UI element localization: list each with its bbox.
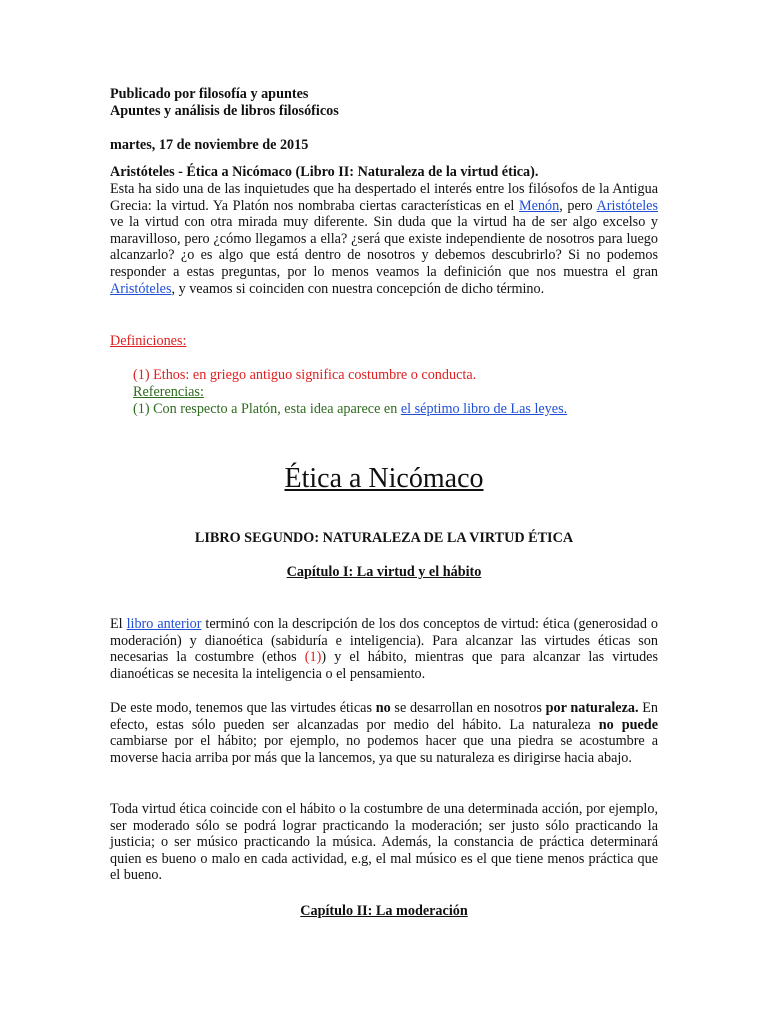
chapter-1-heading: Capítulo I: La virtud y el hábito <box>286 564 482 580</box>
paragraph-3: Toda virtud ética coincide con el hábito o la costumbre de una determinada acción, por ejemplo, ser moderado sólo se podrá lograr practicando la moderación; ser justo sólo practicando la justicia; o ser músico practicando la música. Además, la constancia de práctica determinará quien es bueno o malo en cada actividad, e.g, el mal músico es el que tiene menos práctica que el bueno. <box>110 801 658 884</box>
definitions-label: Definiciones: <box>110 333 187 349</box>
aristoteles-link-2[interactable]: Aristóteles <box>110 280 172 297</box>
footnote-ref-1[interactable]: (1) <box>304 649 322 666</box>
paragraph-1: El libro anterior terminó con la descripción de los dos conceptos de virtud: ética (generosidad o moderación) y dianoética (sabiduría e inteligencia). Para alcanzar las virtudes éticas son necesarias la costumbre (ethos (1)) y el hábito, mientras que para alcanzar las virtudes dianoéticas se necesita la inteligencia o el pensamiento. <box>110 616 658 682</box>
menon-link[interactable]: Menón <box>519 197 560 214</box>
intro-paragraph: Esta ha sido una de las inquietudes que ha despertado el interés entre los filósofos de la Antigua Grecia: la virtud. Ya Platón nos nombraba ciertas características en el Menón, pero Aristóteles ve la virtud con otra mirada muy diferente. Sin duda que la virtud ha de ser algo excelso y maravilloso, pero ¿cómo llegamos a ella? ¿será que existe independiente de nosotros para luego alcanzarlo? ¿o es algo que está dentro de nosotros y debemos descubrirlo? Si no podemos responder a estas preguntas, por lo menos veamos la definición que nos muestra el gran Aristóteles, y veamos si coinciden con nuestra concepción de dicho término. <box>110 181 658 297</box>
reference-platon: (1) Con respecto a Platón, esta idea aparece en el séptimo libro de Las leyes. <box>133 401 568 417</box>
references-label: Referencias: <box>133 384 204 400</box>
post-title: Aristóteles - Ética a Nicómaco (Libro II: Naturaleza de la virtud ética). <box>110 164 539 180</box>
definition-ethos: (1) Ethos: en griego antiguo significa costumbre o conducta. <box>133 367 477 383</box>
chapter-2-heading: Capítulo II: La moderación <box>300 903 468 919</box>
aristoteles-link[interactable]: Aristóteles <box>596 197 658 214</box>
post-date: martes, 17 de noviembre de 2015 <box>110 137 309 153</box>
blog-subtitle: Apuntes y análisis de libros filosóficos <box>110 103 339 119</box>
book-subtitle: LIBRO SEGUNDO: NATURALEZA DE LA VIRTUD ÉTICA <box>194 530 574 546</box>
paragraph-2: De este modo, tenemos que las virtudes éticas no se desarrollan en nosotros por naturaleza. En efecto, estas sólo pueden ser alcanzadas por medio del hábito. La naturaleza no puede cambiarse por el hábito; por ejemplo, no podemos hacer que una piedra se acostumbre a moverse hacia arriba por más que la lancemos, ya que su naturaleza es dirigirse hacia abajo. <box>110 700 658 766</box>
leyes-link[interactable]: el séptimo libro de Las leyes. <box>400 401 568 417</box>
publisher-line: Publicado por filosofía y apuntes <box>110 86 309 102</box>
libro-anterior-link[interactable]: libro anterior <box>126 616 202 632</box>
book-title: Ética a Nicómaco <box>284 463 484 494</box>
